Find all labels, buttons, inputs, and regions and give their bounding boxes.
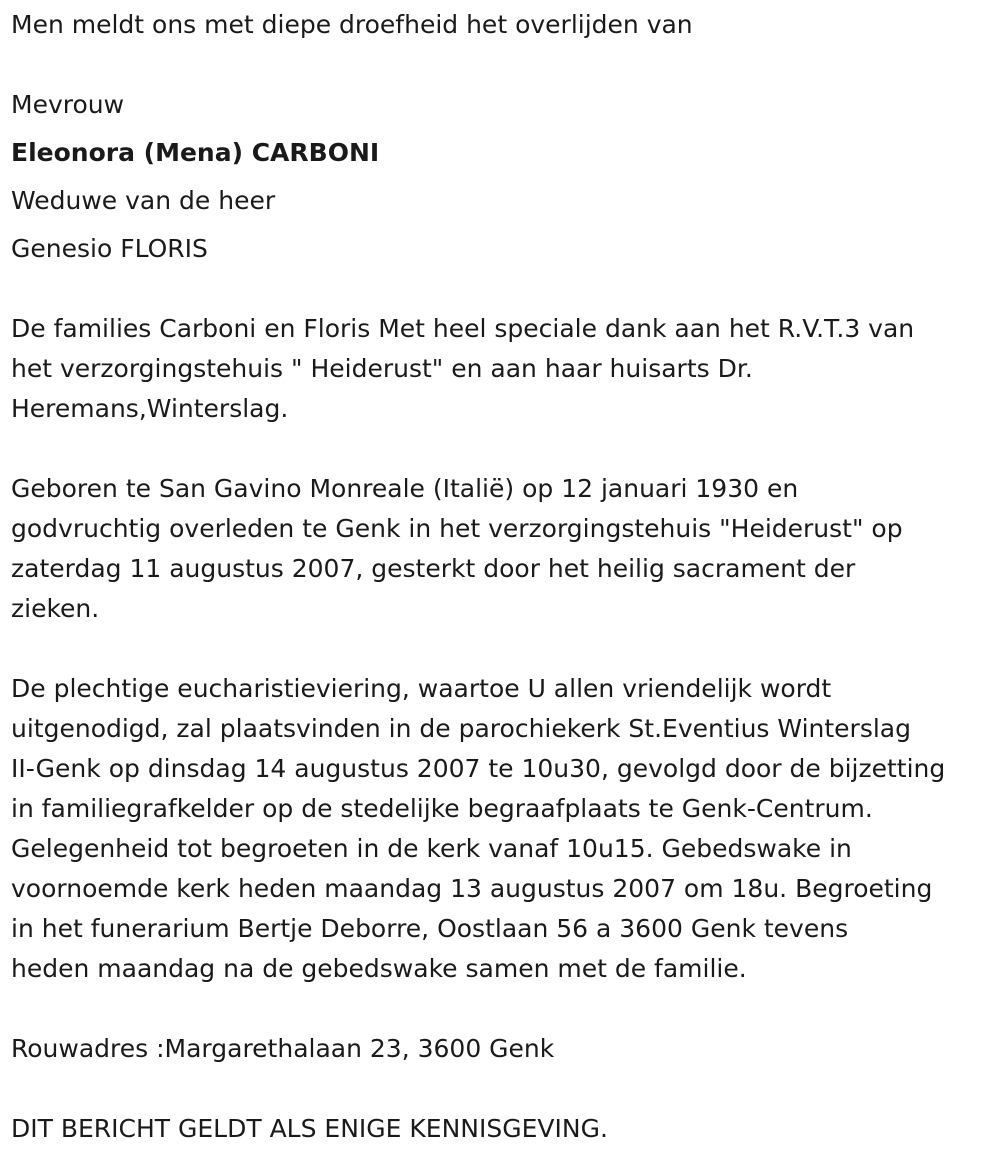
ceremony-line: heden maandag na de gebedswake samen met de familie. bbox=[11, 954, 747, 983]
salutation: Mevrouw bbox=[11, 90, 125, 119]
spouse-name: Genesio FLORIS bbox=[11, 234, 208, 263]
thanks-line: De families Carboni en Floris Met heel speciale dank aan het R.V.T.3 van bbox=[11, 314, 915, 343]
notice-text: DIT BERICHT GELDT ALS ENIGE KENNISGEVING. bbox=[11, 1114, 608, 1143]
thanks-line: het verzorgingstehuis " Heiderust" en aan haar huisarts Dr. bbox=[11, 354, 753, 383]
birth-death-line: zaterdag 11 augustus 2007, gesterkt door het heilig sacrament der bbox=[11, 554, 856, 583]
ceremony-line: II-Genk op dinsdag 14 augustus 2007 te 10u30, gevolgd door de bijzetting bbox=[11, 754, 946, 783]
thanks-paragraph bbox=[11, 309, 991, 429]
thanks-line: Heremans,Winterslag. bbox=[11, 394, 289, 423]
relation-label: Weduwe van de heer bbox=[11, 186, 276, 215]
ceremony-line: Gelegenheid tot begroeten in de kerk vanaf 10u15. Gebedswake in bbox=[11, 834, 852, 863]
intro-text: Men meldt ons met diepe droefheid het overlijden van bbox=[11, 10, 693, 39]
birth-death-line: Geboren te San Gavino Monreale (Italië) op 12 januari 1930 en bbox=[11, 474, 799, 503]
deceased-name: Eleonora (Mena) CARBONI bbox=[11, 138, 380, 167]
birth-death-line: zieken. bbox=[11, 594, 100, 623]
ceremony-line: voornoemde kerk heden maandag 13 augustus 2007 om 18u. Begroeting bbox=[11, 874, 933, 903]
birth-death-line: godvruchtig overleden te Genk in het verzorgingstehuis "Heiderust" op bbox=[11, 514, 903, 543]
ceremony-line: in het funerarium Bertje Deborre, Oostlaan 56 a 3600 Genk tevens bbox=[11, 914, 849, 943]
ceremony-line: in familiegrafkelder op de stedelijke begraafplaats te Genk-Centrum. bbox=[11, 794, 873, 823]
ceremony-line: uitgenodigd, zal plaatsvinden in de parochiekerk St.Eventius Winterslag bbox=[11, 714, 911, 743]
ceremony-paragraph bbox=[11, 669, 991, 989]
birth-death-paragraph bbox=[11, 469, 991, 629]
mourning-address: Rouwadres :Margarethalaan 23, 3600 Genk bbox=[11, 1034, 555, 1063]
ceremony-line: De plechtige eucharistieviering, waartoe U allen vriendelijk wordt bbox=[11, 674, 832, 703]
